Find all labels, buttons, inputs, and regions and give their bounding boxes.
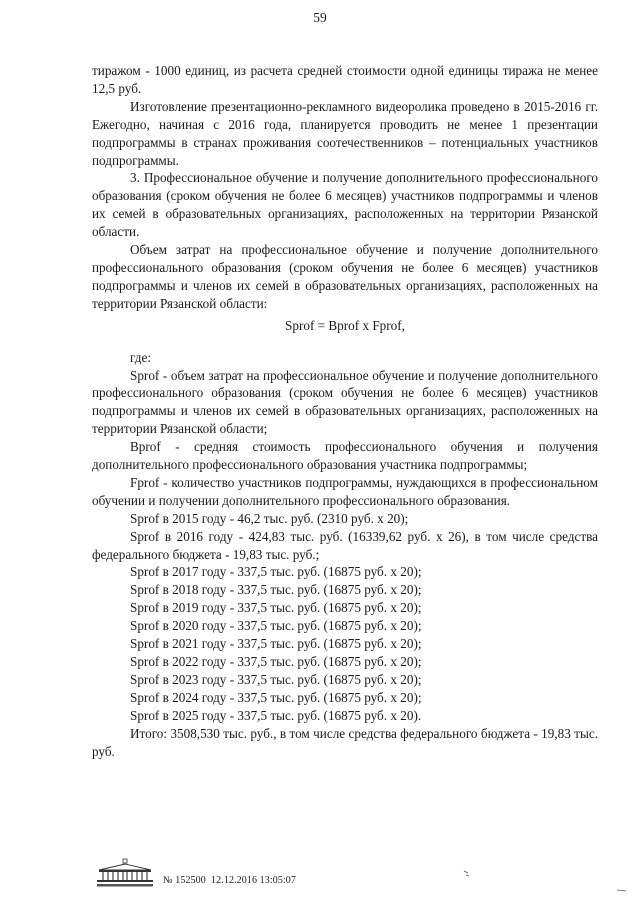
paragraph-cost-volume: Объем затрат на профессиональное обучение и получение дополнительного профессионального образования (сроком обучения не более 6 месяцев) участников подпрограммы и членов их семей в образовательных организациях, расположенных на территории Рязанской области: <box>92 242 598 311</box>
sprof-line-2015: Sprof в 2015 году - 46,2 тыс. руб. (2310 руб. х 20); <box>130 510 409 526</box>
page-number: 59 <box>313 10 327 25</box>
sprof-line-2023: Sprof в 2023 году - 337,5 тыс. руб. (16875 руб. х 20); <box>130 671 422 687</box>
document-footer <box>93 858 393 890</box>
government-building-icon <box>93 858 157 888</box>
sprof-line-2018: Sprof в 2018 году - 337,5 тыс. руб. (16875 руб. х 20); <box>130 582 422 598</box>
document-number: № 152500 <box>163 875 206 886</box>
definition-sprof: Sprof - объем затрат на профессиональное обучение и получение дополнительного профессионального образования (сроком обучения не более 6 месяцев) участников подпрограммы и членов их семей в образовательных организациях, расположенных на территории Рязанской области; <box>92 367 598 437</box>
document-body <box>92 62 598 760</box>
document-timestamp: 12.12.2016 13:05:07 <box>211 875 297 886</box>
sprof-line-2025: Sprof в 2025 году - 337,5 тыс. руб. (16875 руб. х 20). <box>130 707 422 723</box>
paragraph-circulation: тиражом - 1000 единиц, из расчета средней стоимости одной единицы тиража не менее 12,5 руб. <box>92 63 598 96</box>
document-registration-stamp <box>163 875 296 886</box>
sprof-line-2019: Sprof в 2019 году - 337,5 тыс. руб. (16875 руб. х 20); <box>130 600 422 616</box>
where-label: где: <box>130 349 151 365</box>
scan-speck <box>462 868 472 878</box>
paragraph-training-heading: 3. Профессиональное обучение и получение дополнительного профессионального образования (сроком обучения не более 6 месяцев) участников подпрограммы и членов их семей в образовательных организациях, расположенных на территории Рязанской области. <box>92 170 598 240</box>
definition-bprof: Bprof - средняя стоимость профессионального обучения и получения дополнительного профессионального образования участника подпрограммы; <box>92 439 598 473</box>
sprof-line-2021: Sprof в 2021 году - 337,5 тыс. руб. (16875 руб. х 20); <box>130 636 422 652</box>
formula: Sprof = Bprof x Fprof, <box>285 317 405 333</box>
paragraph-video: Изготовление презентационно-рекламного видеоролика проведено в 2015-2016 гг. Ежегодно, начиная с 2016 года, планируется проводить не менее 1 презентации подпрограммы в странах проживания соотечественников – потенциальных участников подпрограммы. <box>92 98 598 168</box>
sprof-line-2016: Sprof в 2016 году - 424,83 тыс. руб. (16339,62 руб. х 26), в том числе средства федерального бюджета - 19,83 тыс. руб.; <box>92 528 598 562</box>
total-line: Итого: 3508,530 тыс. руб., в том числе средства федерального бюджета - 19,83 тыс. руб. <box>92 725 598 759</box>
sprof-line-2017: Sprof в 2017 году - 337,5 тыс. руб. (16875 руб. х 20); <box>130 564 422 580</box>
scan-speck <box>616 886 628 894</box>
sprof-line-2024: Sprof в 2024 году - 337,5 тыс. руб. (16875 руб. х 20); <box>130 689 422 705</box>
sprof-line-2022: Sprof в 2022 году - 337,5 тыс. руб. (16875 руб. х 20); <box>130 654 422 669</box>
definition-fprof: Fprof - количество участников подпрограммы, нуждающихся в профессиональном обучении и получении дополнительного профессионального образования. <box>92 474 598 508</box>
sprof-line-2020: Sprof в 2020 году - 337,5 тыс. руб. (16875 руб. х 20); <box>130 618 422 634</box>
